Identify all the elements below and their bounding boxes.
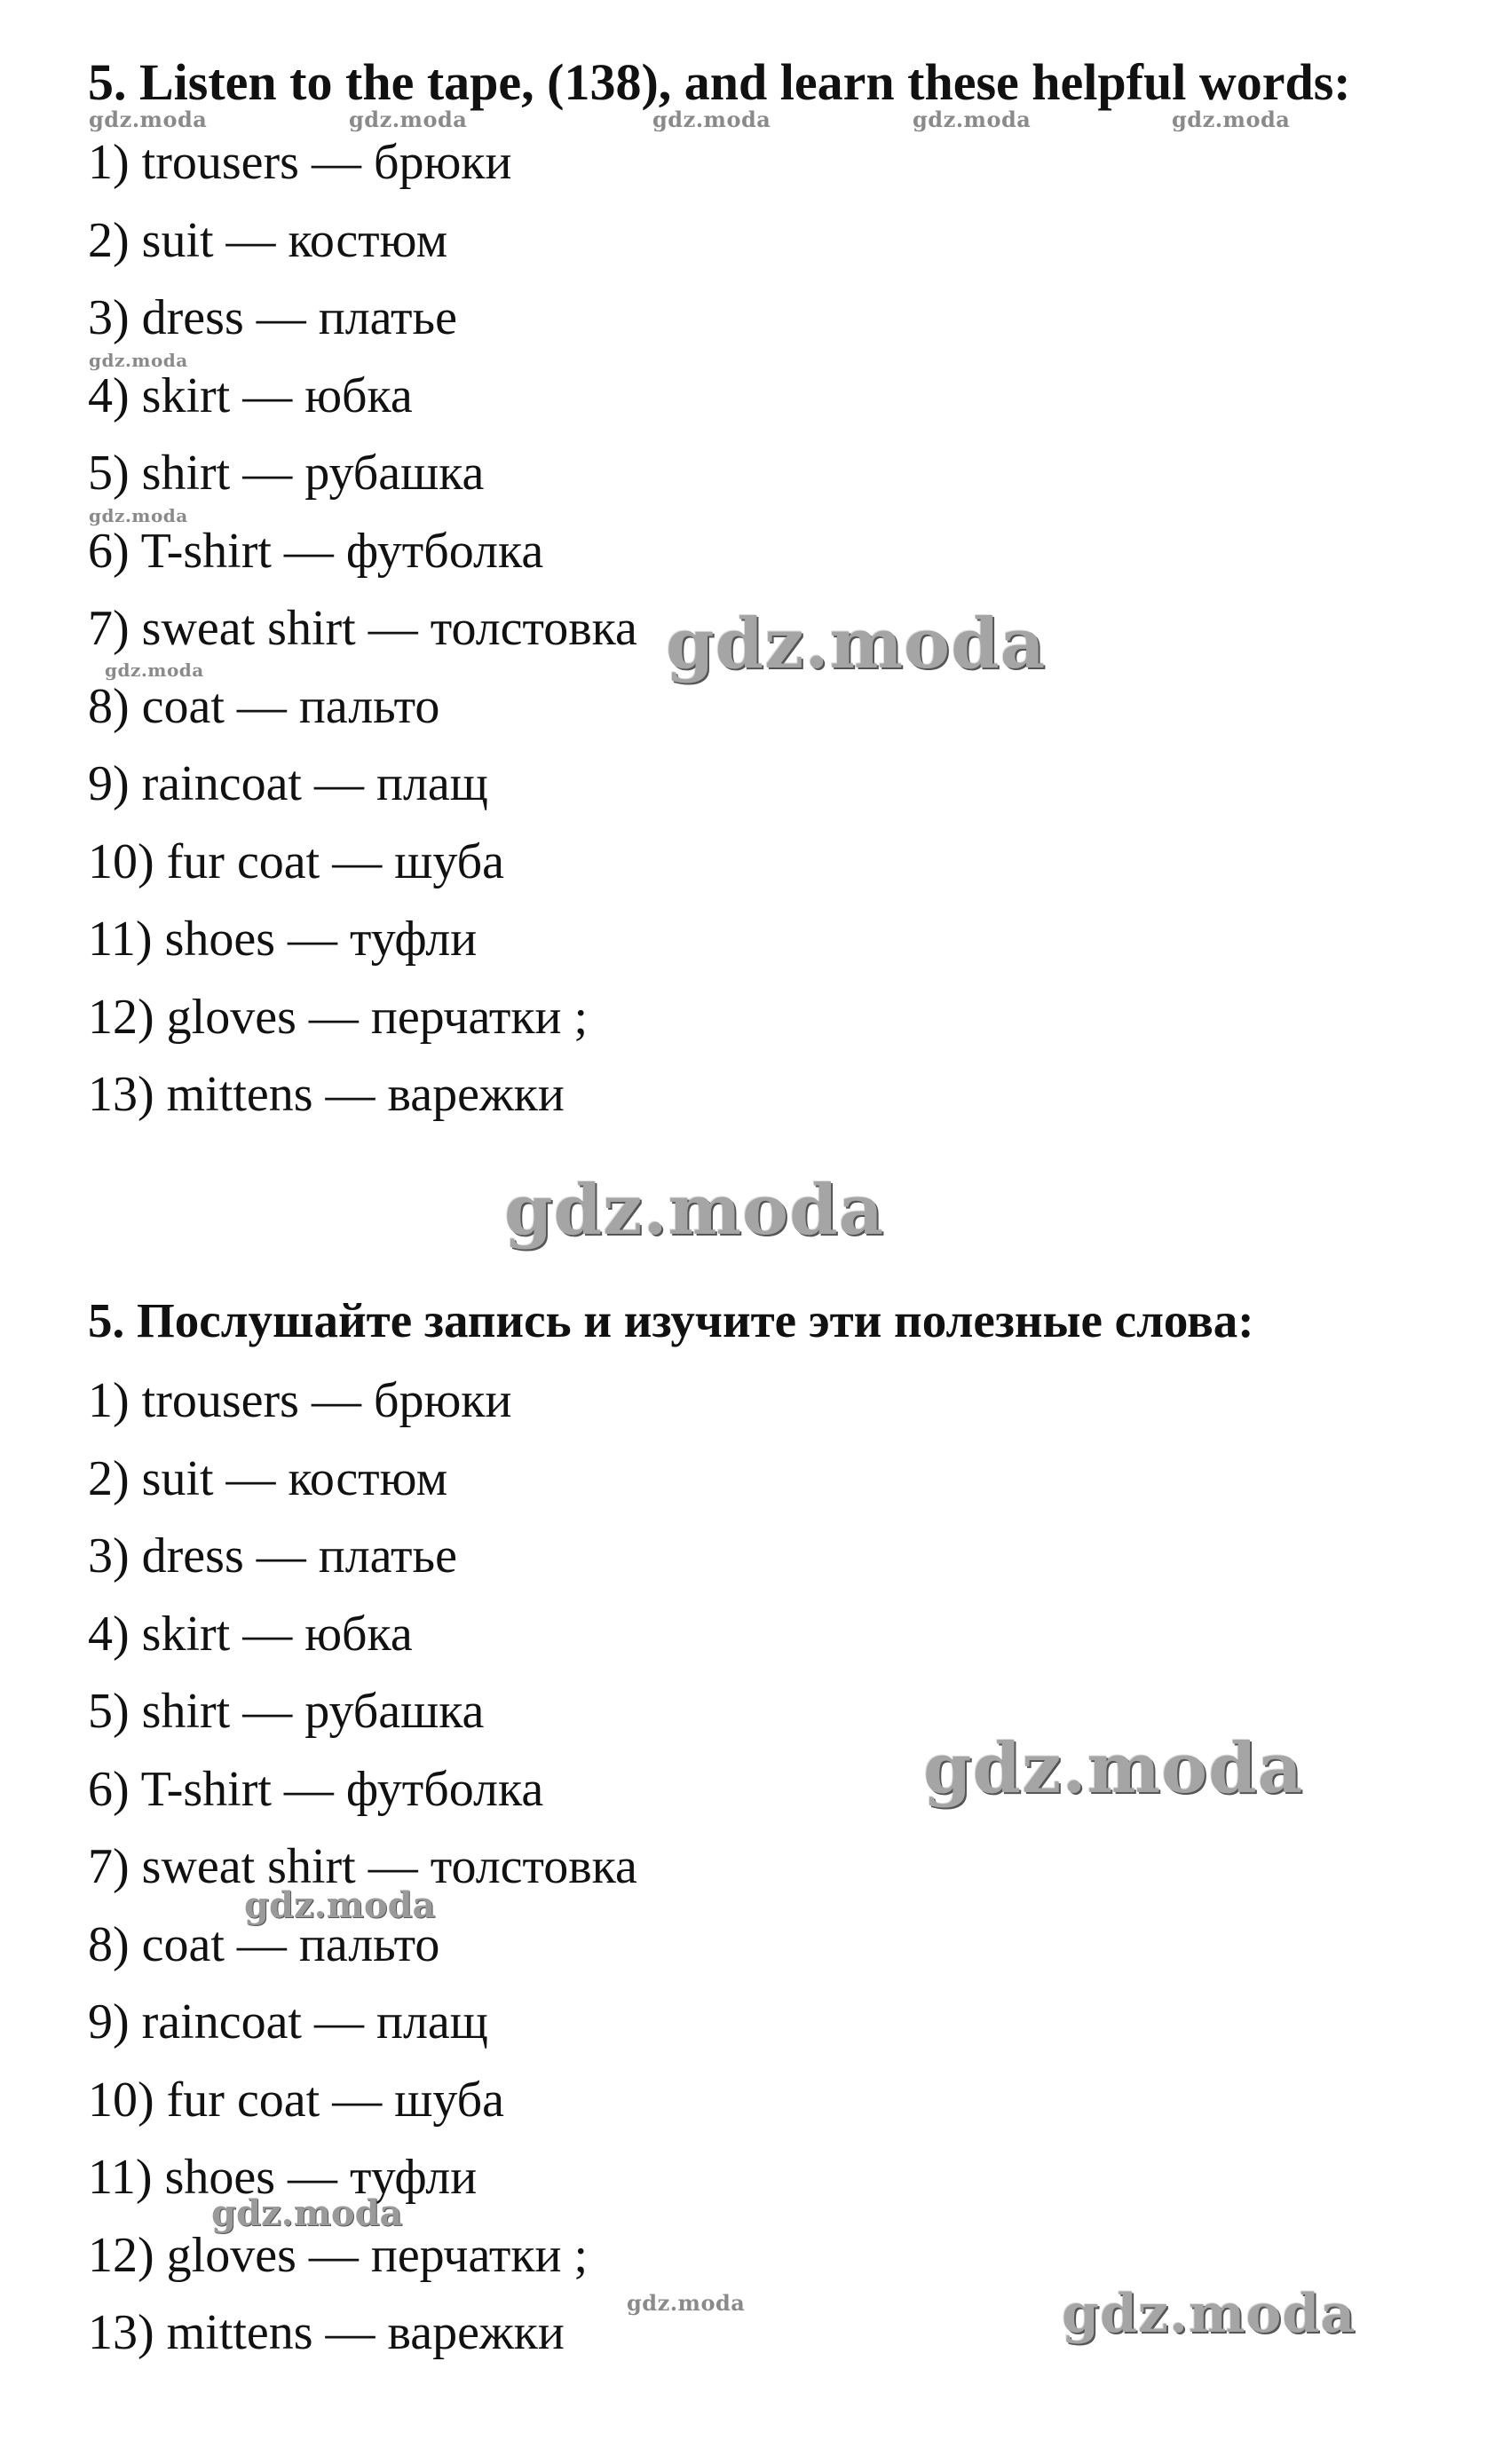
watermark: gdz.moda	[627, 2290, 746, 2316]
list-item: 1) trousers — брюки	[88, 1373, 512, 1428]
watermark: gdz.moda	[913, 107, 1032, 132]
list-item: 13) mittens — варежки	[88, 1067, 565, 1122]
list-item: 2) suit — костюм	[88, 212, 448, 268]
list-item: 6) T-shirt — футболка	[88, 1761, 544, 1817]
list-item: 12) gloves — перчатки ;	[88, 2227, 589, 2283]
list-item: 3) dress — платье	[88, 1528, 457, 1583]
list-item: 7) sweat shirt — толстовка	[88, 601, 637, 656]
watermark: gdz.moda	[211, 2192, 403, 2234]
watermark: gdz.moda	[652, 107, 771, 132]
list-item: 5) shirt — рубашка	[88, 1684, 485, 1739]
watermark: gdz.moda	[244, 1884, 436, 1926]
list-item: 1) trousers — брюки	[88, 135, 512, 190]
watermark: gdz.moda	[504, 1170, 885, 1251]
watermark: gdz.moda	[89, 107, 208, 132]
watermark: gdz.moda	[349, 107, 468, 132]
list-item: 2) suit — костюм	[88, 1450, 448, 1506]
watermark: gdz.moda	[1062, 2283, 1356, 2345]
watermark: gdz.moda	[923, 1728, 1304, 1809]
list-item: 8) coat — пальто	[88, 678, 440, 734]
list-item: 5) shirt — рубашка	[88, 446, 485, 501]
exercise-heading-russian: 5. Послушайте запись и изучите эти полезные слова:	[88, 1293, 1254, 1347]
list-item: 13) mittens — варежки	[88, 2305, 565, 2360]
list-item: 6) T-shirt — футболка	[88, 523, 544, 579]
list-item: 7) sweat shirt — толстовка	[88, 1839, 637, 1894]
list-item: 9) raincoat — плащ	[88, 1994, 488, 2049]
list-item: 12) gloves — перчатки ;	[88, 989, 589, 1045]
exercise-heading-english: 5. Listen to the tape, (138), and learn these helpful words:	[88, 53, 1351, 111]
vocabulary-list-english	[88, 133, 637, 1143]
vocabulary-list-russian	[88, 1371, 637, 2381]
list-item: 10) fur coat — шуба	[88, 833, 504, 889]
watermark: gdz.moda	[105, 659, 204, 681]
list-item: 3) dress — платье	[88, 290, 457, 345]
watermark: gdz.moda	[89, 350, 188, 371]
list-item: 11) shoes — туфли	[88, 2150, 478, 2205]
list-item: 4) skirt — юбка	[88, 1606, 413, 1662]
watermark: gdz.moda	[89, 505, 188, 526]
list-item: 9) raincoat — плащ	[88, 756, 488, 811]
watermark: gdz.moda	[1172, 107, 1291, 132]
list-item: 8) coat — пальто	[88, 1916, 440, 1972]
list-item: 11) shoes — туфли	[88, 912, 478, 967]
list-item: 10) fur coat — шуба	[88, 2072, 504, 2128]
watermark: gdz.moda	[666, 604, 1047, 684]
list-item: 4) skirt — юбка	[88, 367, 413, 423]
